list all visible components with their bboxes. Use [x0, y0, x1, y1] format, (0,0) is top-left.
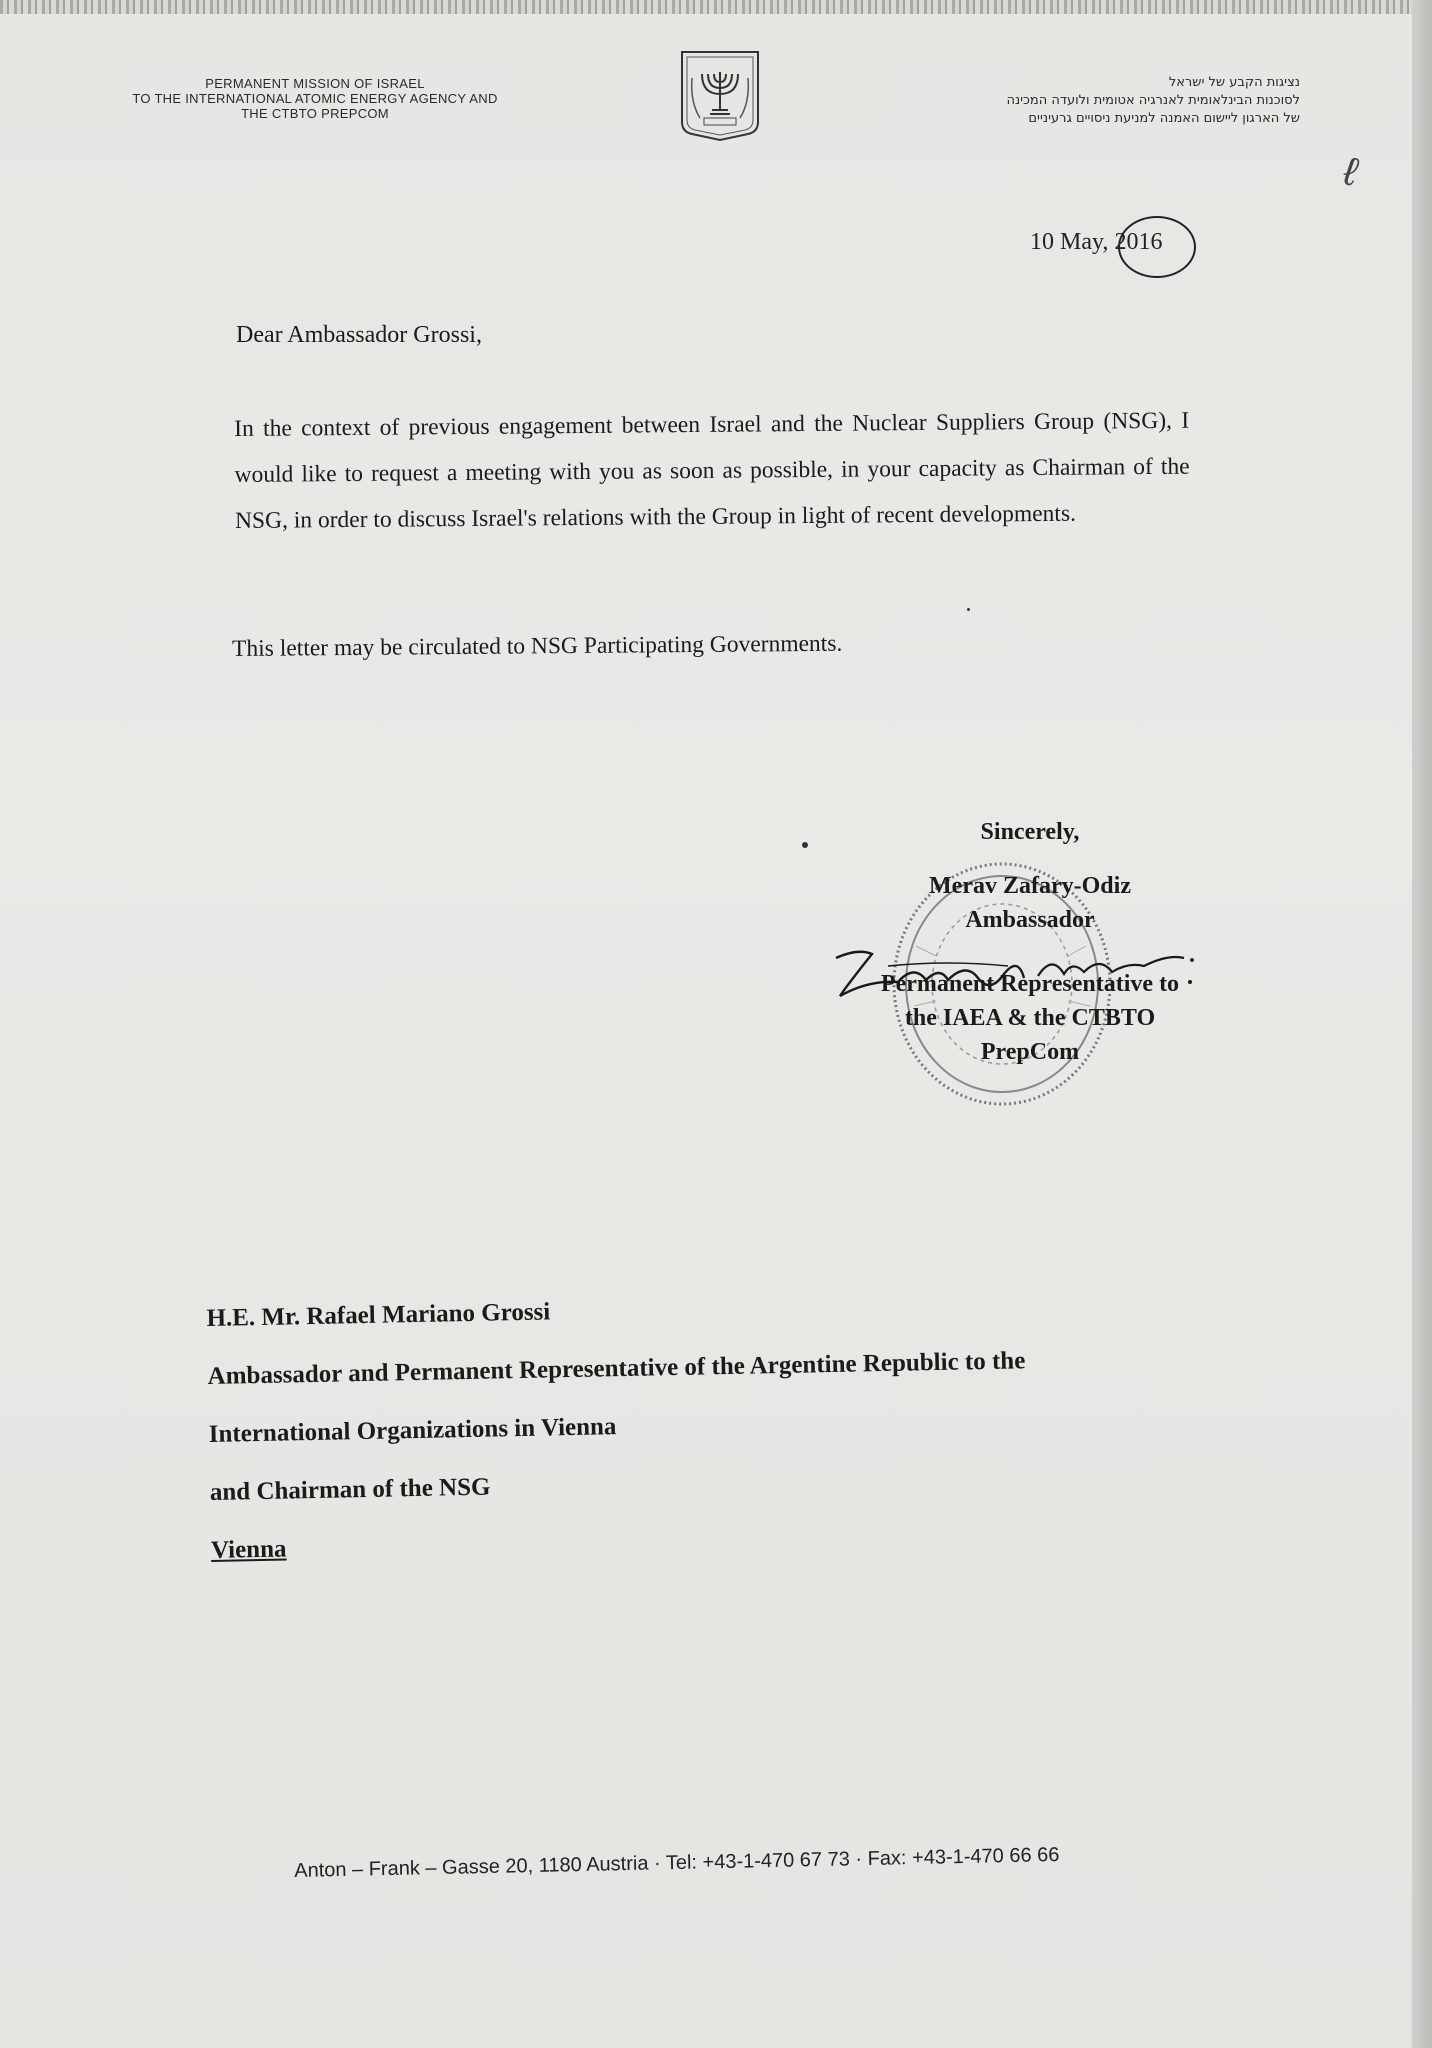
- sign-off: Sincerely,: [980, 819, 1080, 845]
- recipient-line: International Organizations in Vienna: [208, 1413, 617, 1448]
- handwritten-signature: [828, 936, 1198, 1006]
- salutation: Dear Ambassador Grossi,: [236, 322, 482, 348]
- scan-speck: [967, 608, 970, 611]
- scan-speck: [802, 842, 808, 848]
- letterhead-hebrew: [890, 74, 1300, 128]
- date-year: 2016: [1114, 229, 1163, 255]
- signatory-role-line: Permanent Representative to: [880, 971, 1180, 997]
- signatory-title: Ambassador: [965, 907, 1095, 933]
- letterhead-english-line: PERMANENT MISSION OF ISRAEL: [205, 76, 425, 91]
- date-day-month: 10 May,: [1030, 229, 1109, 255]
- letterhead-english-line: THE CTBTO PREPCOM: [241, 106, 389, 121]
- letterhead-hebrew-line: לסוכנות הבינלאומית לאנרגיה אטומית ולועדה המכינה: [1006, 93, 1300, 108]
- recipient-city: Vienna: [210, 1535, 287, 1564]
- page-edge: [1412, 0, 1432, 2048]
- letterhead-english-line: TO THE INTERNATIONAL ATOMIC ENERGY AGENCY AND: [132, 91, 498, 106]
- footer-address: Anton – Frank – Gasse 20, 1180 Austria · Tel: +43-1-470 67 73 · Fax: +43-1-470 66 66: [294, 1843, 1060, 1882]
- signatory-role-line: PrepCom: [980, 1039, 1080, 1065]
- handwritten-mark-icon: ℓ: [1337, 149, 1364, 195]
- signatory-role-line: the IAEA & the CTBTO: [904, 1005, 1156, 1031]
- recipient-address-block: [206, 1271, 1211, 1580]
- letter-body: In the context of previous engagement between Israel and the Nuclear Suppliers Group (NSG), I would like to request a meeting with you as soon as possible, in your capacity as Chairman of the NSG, in order to discuss Israel's relations with the Group in light of recent developments.: [234, 407, 1190, 534]
- recipient-line: and Chairman of the NSG: [209, 1473, 491, 1506]
- scan-top-edge: [0, 0, 1412, 14]
- letterhead-hebrew-line: נציגות הקבע של ישראל: [1168, 75, 1300, 90]
- letterhead-english: [80, 76, 550, 121]
- date-year-circle: [1118, 216, 1196, 278]
- circulation-note: This letter may be circulated to NSG Participating Governments.: [232, 630, 843, 662]
- scan-speck: [1190, 958, 1194, 962]
- emblem-of-israel-icon: [676, 48, 764, 142]
- letterhead-hebrew-line: של הארגון ליישום האמנה למניעת ניסויים גרעיניים: [1028, 111, 1300, 126]
- recipient-line: Ambassador and Permanent Representative of the Argentine Republic to the: [207, 1347, 1026, 1390]
- signatory-name: Merav Zafary-Odiz: [929, 873, 1131, 899]
- recipient-line: H.E. Mr. Rafael Mariano Grossi: [206, 1298, 551, 1332]
